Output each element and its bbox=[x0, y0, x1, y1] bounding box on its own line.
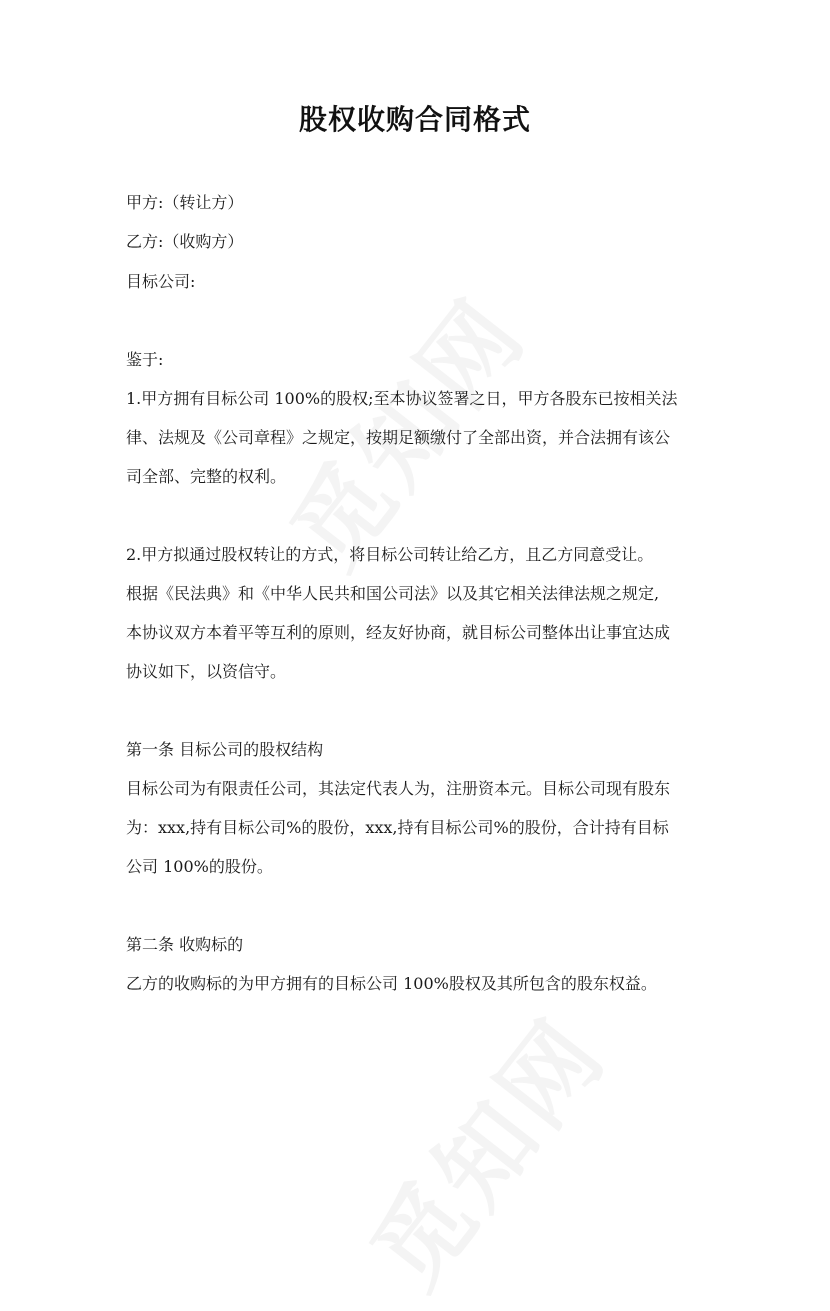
target-company-line: 目标公司: bbox=[126, 272, 196, 291]
paragraph-line: 乙方的收购标的为甲方拥有的目标公司 100%股权及其所包含的股东权益。 bbox=[126, 974, 657, 993]
watermark bbox=[335, 986, 631, 1311]
paragraph-line: 协议如下，以资信守。 bbox=[126, 662, 287, 681]
document-title: 股权收购合同格式 bbox=[298, 103, 531, 136]
paragraph-line: 律、法规及《公司章程》之规定，按期足额缴付了全部出资，并合法拥有该公 bbox=[126, 428, 671, 447]
party-a-line: 甲方:（转让方） bbox=[126, 193, 244, 212]
party-b-line: 乙方:（收购方） bbox=[126, 232, 244, 251]
article-1-heading: 第一条 目标公司的股权结构 bbox=[126, 740, 324, 759]
paragraph-line: 根据《民法典》和《中华人民共和国公司法》以及其它相关法律法规之规定, bbox=[126, 584, 660, 603]
paragraph-line: 公司 100%的股份。 bbox=[126, 857, 273, 876]
paragraph-line: 本协议双方本着平等互利的原则，经友好协商，就目标公司整体出让事宜达成 bbox=[126, 623, 671, 642]
paragraph-line: 目标公司为有限责任公司，其法定代表人为，注册资本元。目标公司现有股东 bbox=[126, 779, 671, 798]
paragraph-line: 1.甲方拥有目标公司 100%的股权;至本协议签署之日，甲方各股东已按相关法 bbox=[126, 389, 678, 408]
article-2-heading: 第二条 收购标的 bbox=[126, 935, 244, 954]
paragraph-line: 司全部、完整的权利。 bbox=[126, 467, 287, 486]
paragraph-line: 为：xxx,持有目标公司%的股份，xxx,持有目标公司%的股份，合计持有目标 bbox=[126, 818, 669, 837]
whereas-heading: 鉴于: bbox=[126, 350, 164, 369]
paragraph-line: 2.甲方拟通过股权转让的方式，将目标公司转让给乙方，且乙方同意受让。 bbox=[126, 545, 654, 564]
